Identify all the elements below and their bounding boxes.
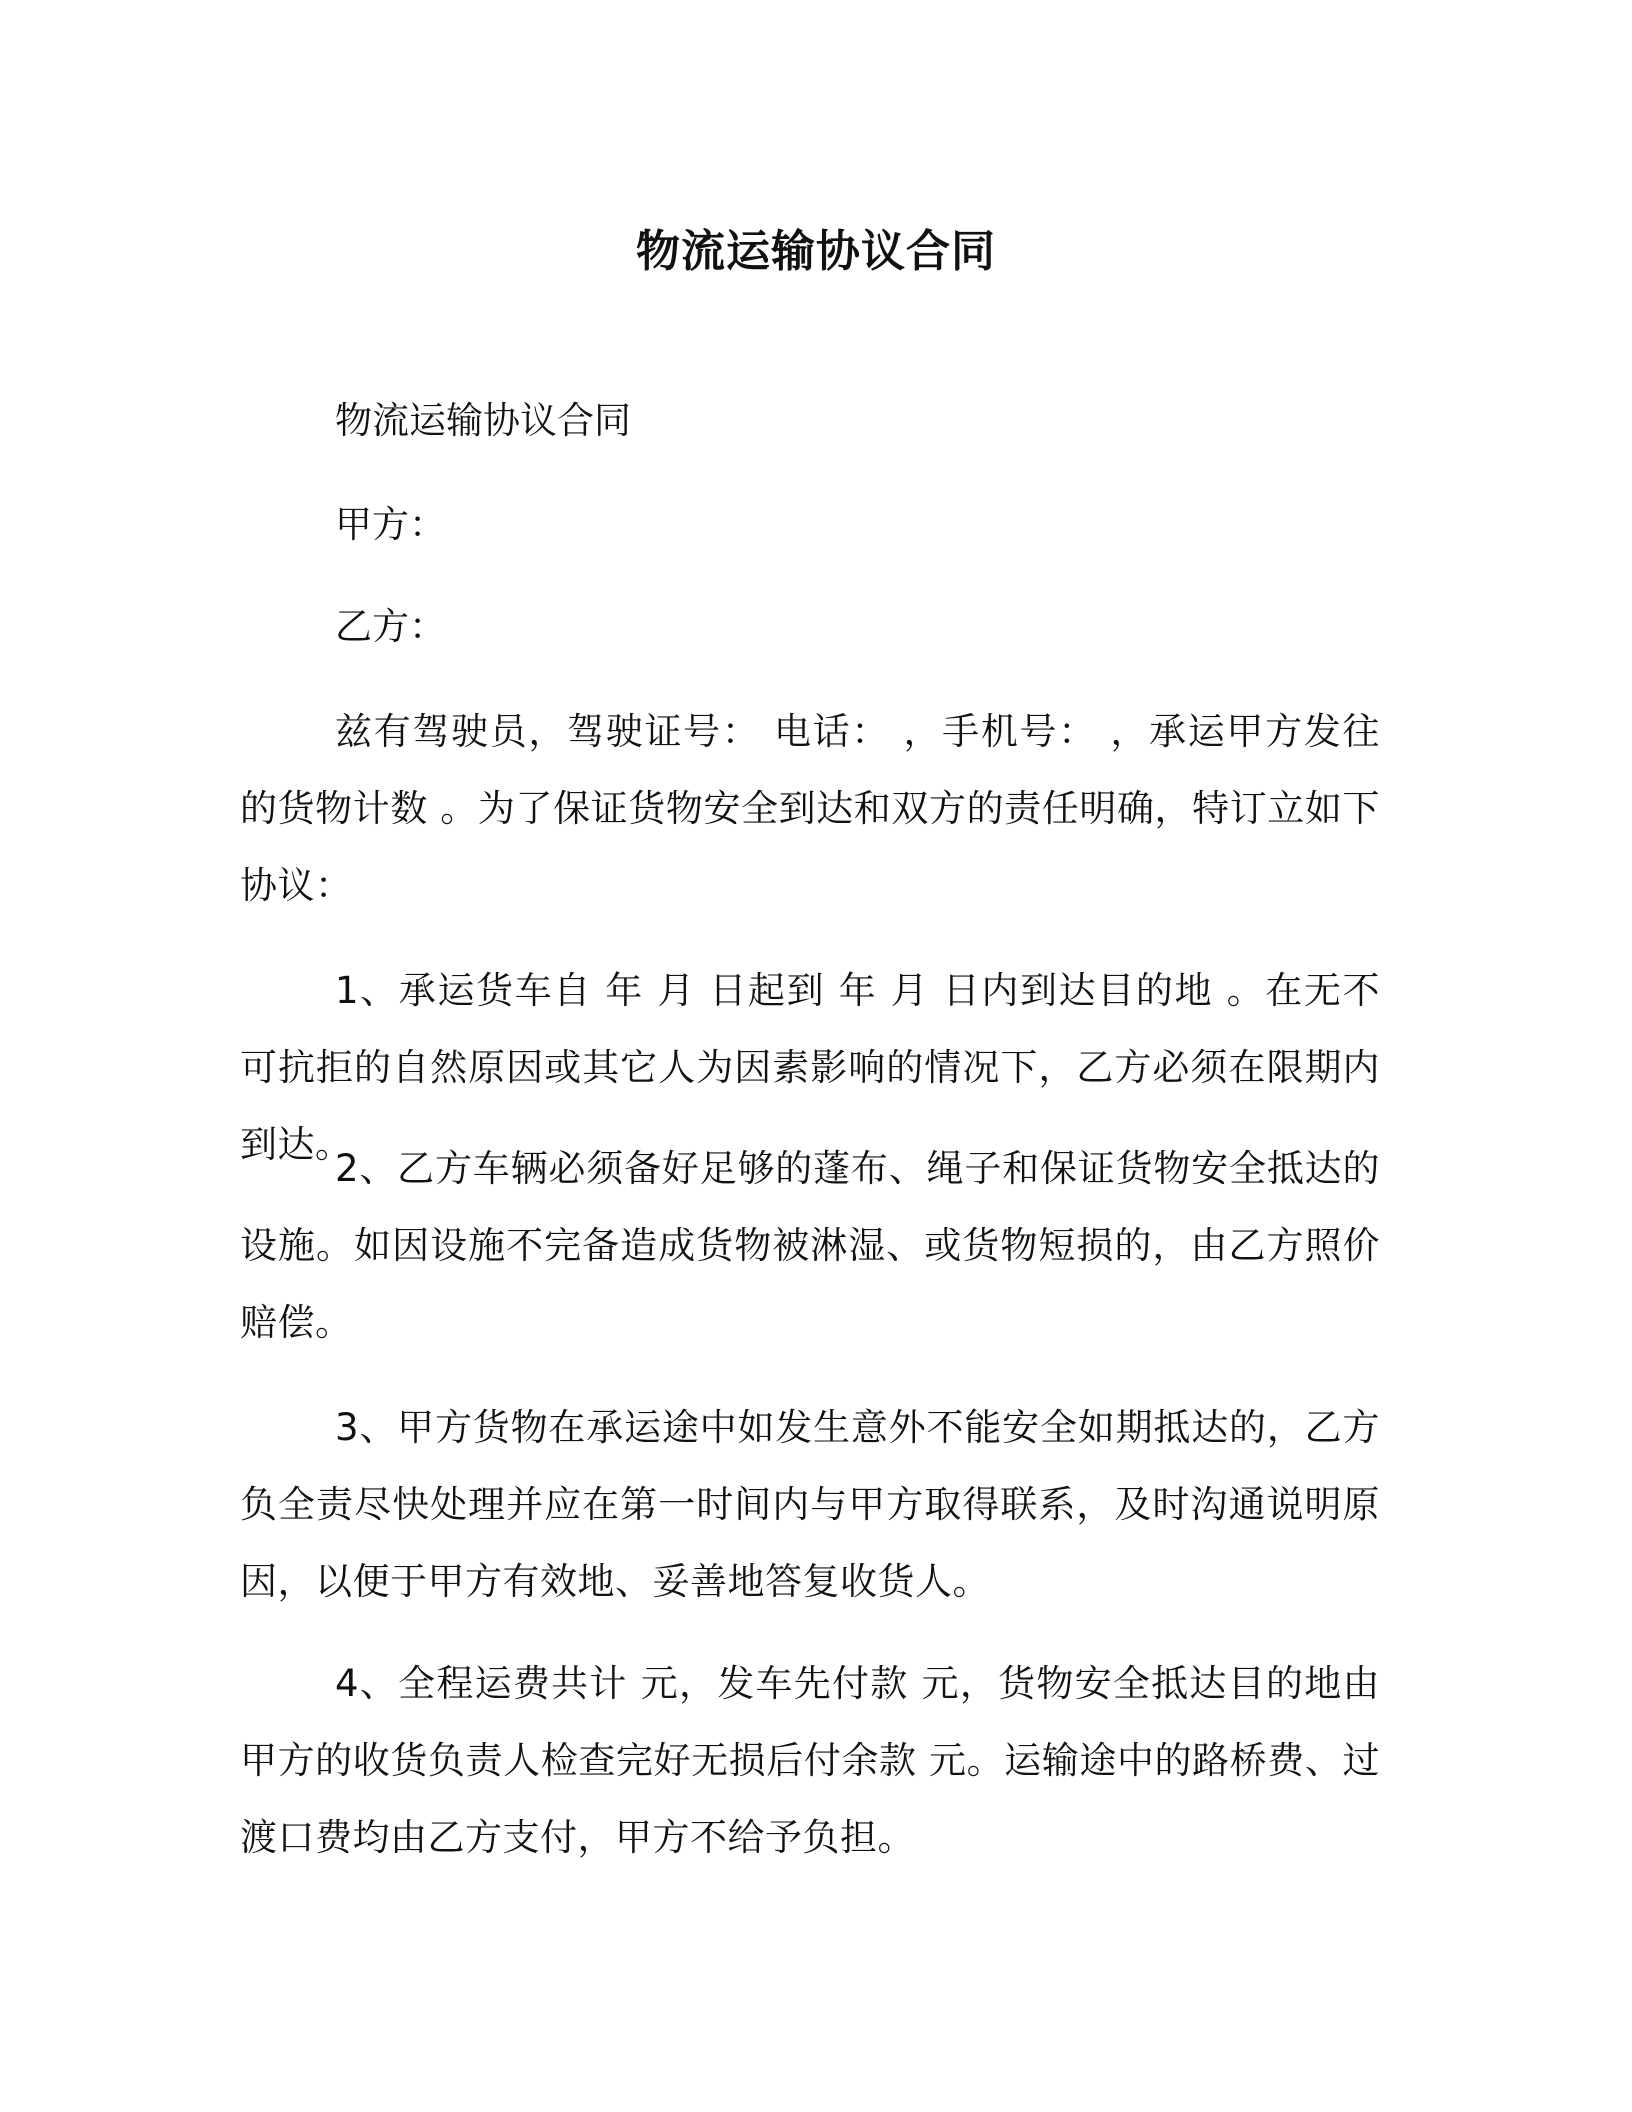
clause-3: 3、甲方货物在承运途中如发生意外不能安全如期抵达的，乙方负全责尽快处理并应在第一时间内与甲方取得联系，及时沟通说明原因，以便于甲方有效地、妥善地答复收货人。 bbox=[240, 1406, 1380, 1603]
document-title: 物流运输协议合同 bbox=[636, 226, 996, 277]
clause-1: 1、承运货车自 年 月 日起到 年 月 日内到达目的地 。在无不可抗拒的自然原因或其它人为因素影响的情况下，乙方必须在限期内到达。 bbox=[240, 969, 1380, 1166]
clause-4: 4、全程运费共计 元，发车先付款 元，货物安全抵达目的地由甲方的收货负责人检查完好无损后付余款 元。运输途中的路桥费、过渡口费均由乙方支付，甲方不给予负担。 bbox=[240, 1662, 1380, 1859]
document-subtitle: 物流运输协议合同 bbox=[335, 399, 631, 442]
intro-paragraph: 兹有驾驶员，驾驶证号： 电话： ，手机号： ，承运甲方发往 的货物计数 。为了保证货物安全到达和双方的责任明确，特订立如下协议： bbox=[240, 710, 1380, 907]
clause-2: 2、乙方车辆必须备好足够的蓬布、绳子和保证货物安全抵达的设施。如因设施不完备造成货物被淋湿、或货物短损的，由乙方照价赔偿。 bbox=[240, 1147, 1380, 1344]
party-a-label: 甲方： bbox=[335, 503, 446, 546]
party-b-label: 乙方： bbox=[335, 605, 446, 648]
